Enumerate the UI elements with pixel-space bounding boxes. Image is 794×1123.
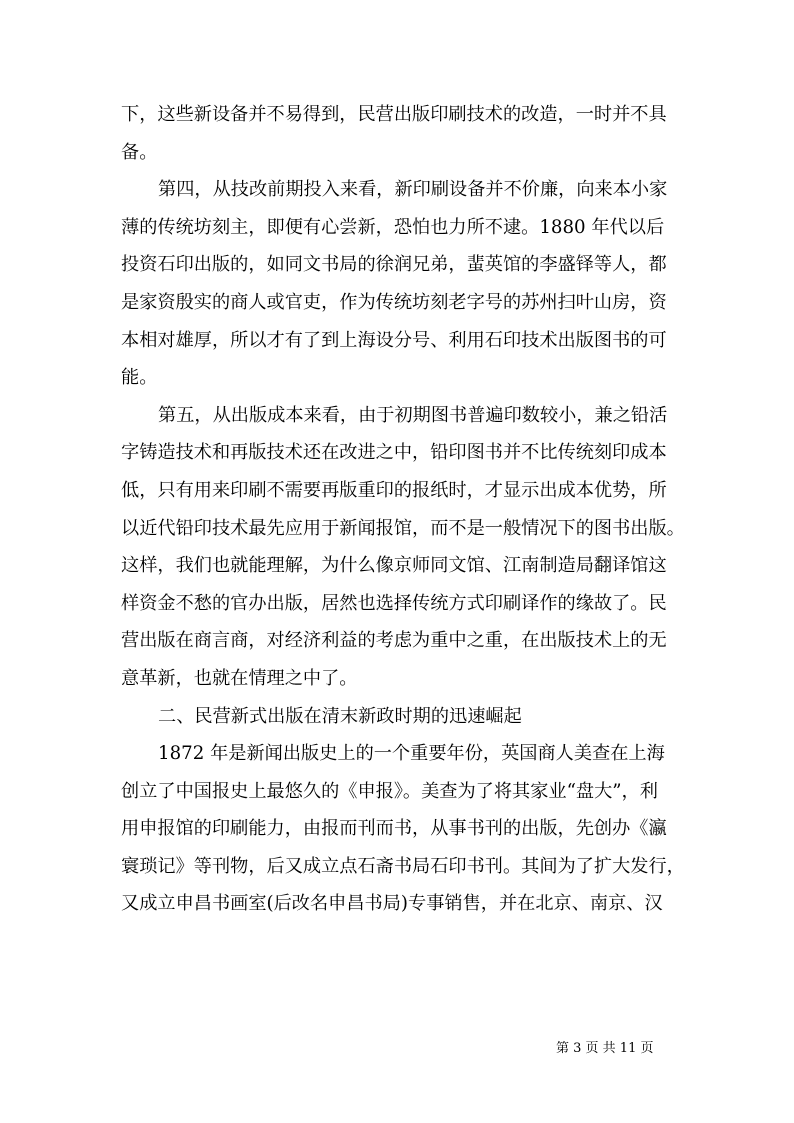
text-line: 下，这些新设备并不易得到，民营出版印刷技术的改造，一时并不具: [121, 104, 667, 125]
text-line: 投资石印出版的，如同文书局的徐润兄弟，蜚英馆的李盛铎等人，都: [121, 254, 667, 276]
text-line: 创立了中国报史上最悠久的《申报》。美查为了将其家业“盘大”，利: [121, 780, 658, 802]
text-line: 寰琐记》等刊物，后又成立点石斋书局石印书刊。其间为了扩大发行，: [121, 855, 685, 877]
text-line: 是家资殷实的商人或官吏，作为传统坊刻老字号的苏州扫叶山房，资: [121, 291, 667, 313]
text-line: 字铸造技术和再版技术还在改进之中，铅印图书并不比传统刻印成本: [121, 442, 667, 464]
text-line: 用申报馆的印刷能力，由报而刊而书，从事书刊的出版，先创办《瀛: [121, 818, 667, 840]
text-line: 本相对雄厚，所以才有了到上海设分号、利用石印技术出版图书的可: [121, 329, 667, 351]
page-number-footer: 第 3 页 共 11 页: [556, 1041, 654, 1056]
text-line: 备。: [121, 141, 158, 163]
text-line: 薄的传统坊刻主，即便有心尝新，恐怕也力所不逮。1880 年代以后: [121, 216, 665, 238]
text-line: 以近代铅印技术最先应用于新闻报馆，而不是一般情况下的图书出版。: [121, 517, 685, 539]
text-line: 又成立申昌书画室(后改名申昌书局)专事销售，并在北京、南京、汉: [121, 893, 663, 915]
text-line: 样资金不愁的官办出版，居然也选择传统方式印刷译作的缘故了。民: [121, 592, 667, 614]
paragraph-start-line: 1872 年是新闻出版史上的一个重要年份，英国商人美查在上海: [158, 743, 665, 765]
text-line: 营出版在商言商，对经济利益的考虑为重中之重，在出版技术上的无: [121, 630, 667, 652]
document-body: [121, 96, 685, 923]
text-line: 能。: [121, 367, 158, 389]
paragraph-start-line: 第五，从出版成本来看，由于初期图书普遍印数较小，兼之铅活: [158, 404, 668, 426]
paragraph-start-line: 第四，从技改前期投入来看，新印刷设备并不价廉，向来本小家: [158, 179, 668, 201]
text-line: 这样，我们也就能理解，为什么像京师同文馆、江南制造局翻译馆这: [121, 555, 667, 577]
text-line: 意革新，也就在情理之中了。: [121, 667, 358, 689]
section-heading: 二、民营新式出版在清末新政时期的迅速崛起: [158, 705, 522, 727]
text-line: 低，只有用来印刷不需要再版重印的报纸时，才显示出成本优势，所: [121, 479, 667, 501]
